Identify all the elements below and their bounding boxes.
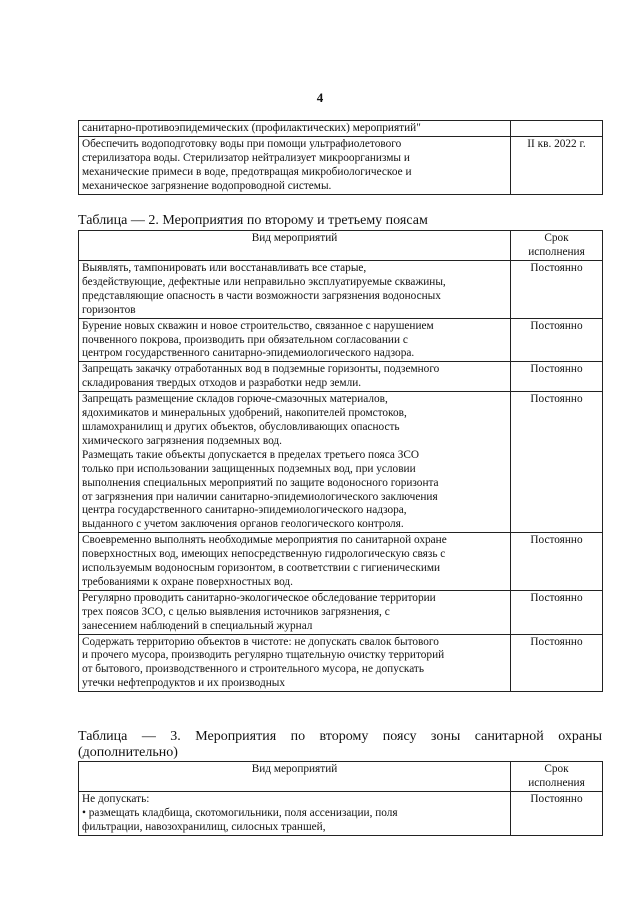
- continued-table: [78, 120, 603, 195]
- measure-description: Запрещать закачку отработанных вод в подземные горизонты, подземного складирования твердых отходов и разработки недр земли.: [79, 362, 511, 392]
- measure-description: Регулярно проводить санитарно-экологическое обследование территории трех поясов ЗСО, с целью выявления источников загрязнения, с занесением наблюдений в специальный журнал: [79, 590, 511, 634]
- table-row: [79, 533, 603, 591]
- table-2-caption: Таблица — 2. Мероприятия по второму и третьему поясам: [78, 213, 428, 228]
- table-3-caption: Таблица — 3. Мероприятия по второму поясу зоны санитарной охраны: [78, 729, 602, 744]
- measure-description: Обеспечить водоподготовку воды при помощи ультрафиолетового стерилизатора воды. Стерилизатор нейтрализует микроорганизмы и механические примеси в воде, предотвращая микробиологическое и механическое загрязнение водопроводной системы.: [79, 136, 511, 194]
- measure-description: санитарно-противоэпидемических (профилактических) мероприятий": [79, 121, 511, 137]
- table-row: [79, 121, 603, 137]
- measure-term: Постоянно: [511, 261, 603, 319]
- table-3-caption-continued: (дополнительно): [78, 745, 178, 760]
- column-header-measure: Вид мероприятий: [79, 231, 511, 261]
- measure-term: Постоянно: [511, 392, 603, 533]
- measure-description: Своевременно выполнять необходимые мероприятия по санитарной охране поверхностных вод, имеющих непосредственную гидрологическую связь с используемым водоносным горизонтом, в соответствии с гигиеническими требованиями к охране поверхностных вод.: [79, 533, 511, 591]
- measure-term: Постоянно: [511, 318, 603, 362]
- measure-term: Постоянно: [511, 590, 603, 634]
- measure-term: Постоянно: [511, 634, 603, 692]
- measure-term: Постоянно: [511, 533, 603, 591]
- page-number: 4: [316, 90, 324, 105]
- table-header-row: [79, 231, 603, 261]
- measure-term: II кв. 2022 г.: [511, 136, 603, 194]
- column-header-measure: Вид мероприятий: [79, 762, 511, 792]
- table-row: [79, 590, 603, 634]
- table-row: [79, 318, 603, 362]
- measure-term: Постоянно: [511, 792, 603, 836]
- table-row: [79, 362, 603, 392]
- table-row: [79, 634, 603, 692]
- table-row: [79, 792, 603, 836]
- table-row: [79, 261, 603, 319]
- measure-description: Выявлять, тампонировать или восстанавливать все старые, бездействующие, дефектные или неправильно эксплуатируемые скважины, представляющие опасность в части возможности загрязнения водоносных горизонтов: [79, 261, 511, 319]
- table-3: [78, 761, 603, 836]
- table-header-row: [79, 762, 603, 792]
- table-row: [79, 392, 603, 533]
- column-header-term: Срок исполнения: [511, 762, 603, 792]
- table-2: [78, 230, 603, 692]
- column-header-term: Срок исполнения: [511, 231, 603, 261]
- measure-description: Бурение новых скважин и новое строительство, связанное с нарушением почвенного покрова, производить при обязательном согласовании с центром государственного санитарно-эпидемиологического надзора.: [79, 318, 511, 362]
- measure-description: Содержать территорию объектов в чистоте: не допускать свалок бытового и прочего мусора, производить регулярно тщательную очистку территорий от бытового, производственного и строительного мусора, не допускать утечки нефтепродуктов и их производных: [79, 634, 511, 692]
- measure-description: Запрещать размещение складов горюче-смазочных материалов, ядохимикатов и минеральных удобрений, накопителей промстоков, шламохранилищ и других объектов, обусловливающих опасность химического загрязнения подземных вод. Размещать такие объекты допускается в пределах третьего пояса ЗСО только при использовании защищенных подземных вод, при условии выполнения специальных мероприятий по защите водоносного горизонта от загрязнения при наличии санитарно-эпидемиологического заключения центра государственного санитарно-эпидемиологического надзора, выданного с учетом заключения органов геологического контроля.: [79, 392, 511, 533]
- measure-term: Постоянно: [511, 362, 603, 392]
- measure-description: Не допускать: • размещать кладбища, скотомогильники, поля ассенизации, поля фильтрации, навозохранилищ, силосных траншей,: [79, 792, 511, 836]
- measure-term: [511, 121, 603, 137]
- table-row: [79, 136, 603, 194]
